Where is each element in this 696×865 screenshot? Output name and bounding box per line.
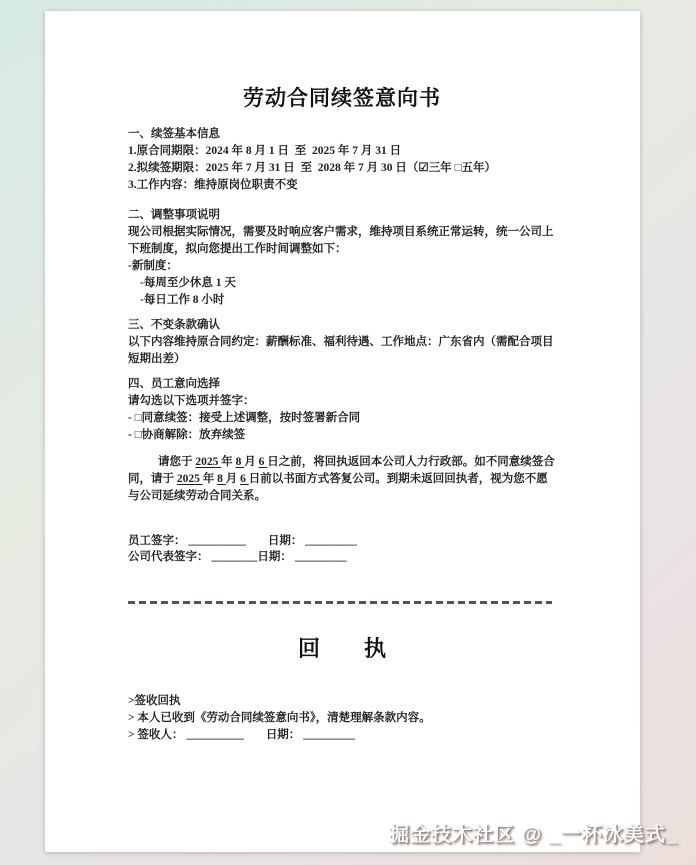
- receipt-block: [128, 693, 556, 744]
- renewal-term-line: [128, 160, 556, 177]
- option-terminate-dash: -: [128, 429, 135, 441]
- option-agree-renewal-line: [128, 410, 556, 427]
- notice-underlined-year: 2025: [176, 473, 203, 485]
- policy-rest-days-line: -每周至少休息 1 天: [140, 277, 236, 289]
- checkbox-unchecked-icon: □: [454, 162, 462, 174]
- receipt-signer-line: __________: [183, 728, 244, 741]
- checkbox-unchecked-icon: □: [134, 412, 142, 424]
- option-terminate-label: 协商解除：放弃续签: [141, 429, 246, 441]
- choice-instruction: 请勾选以下选项并签字：: [128, 395, 255, 407]
- notice-text: 年: [221, 456, 236, 468]
- reply-deadline-paragraph: [128, 454, 556, 505]
- notice-underlined-day: 6: [240, 473, 249, 485]
- notice-text: 年: [202, 473, 218, 485]
- notice-text: 请您于: [158, 456, 196, 468]
- receipt-date-label: 日期：: [265, 728, 301, 741]
- dashed-separator: [128, 601, 552, 604]
- employee-signature-label: 员工签字：: [128, 535, 186, 547]
- policy-work-hours-line: -每日工作 8 小时: [140, 294, 225, 306]
- notice-text: 日之前，将回执返回本公司人力行政部。如不同意续签合同，请于: [128, 456, 555, 485]
- employee-date-line: _________: [302, 535, 357, 547]
- new-policy-label: -新制度：: [128, 260, 178, 272]
- receipt-sign-heading: >签收回执: [128, 694, 181, 707]
- employee-signature-line: __________: [185, 535, 246, 547]
- option-terminate-line: [128, 427, 556, 444]
- renewal-term-text: 2.拟续签期限：2025 年 7 月 31 日 至 2028 年 7 月 30 日（: [128, 162, 419, 174]
- receipt-ack-text: ，清楚理解条款内容。: [315, 711, 431, 724]
- notice-text: 月: [244, 456, 259, 468]
- section-employee-choice-heading: 四、员工意向选择: [128, 378, 220, 390]
- section-employee-choice: [128, 376, 556, 444]
- receipt-signer-label: > 签收人：: [128, 728, 184, 741]
- renewal-term-suffix: ）: [484, 162, 497, 174]
- notice-underlined-day: 6: [258, 456, 268, 468]
- option-agree-dash: -: [128, 412, 135, 424]
- original-contract-term-line: 1.原合同期限：2024 年 8 月 1 日 至 2025 年 7 月 31 日: [128, 145, 402, 157]
- adjustment-paragraph: 现公司根据实际情况，需要及时响应客户需求，维持项目系统正常运转，统一公司上下班制度，拟向您提出工作时间调整如下：: [128, 226, 554, 255]
- section-adjustment: [128, 207, 556, 309]
- section-basic-info-heading: 一、续签基本信息: [128, 128, 220, 140]
- document-page: [45, 11, 640, 852]
- option-agree-label: 同意续签：接受上述调整，按时签署新合同: [141, 412, 361, 424]
- section-unchanged-terms: [128, 317, 556, 368]
- signature-block: [128, 533, 556, 565]
- notice-underlined-month: 8: [235, 456, 245, 468]
- notice-underlined-year: 2025: [195, 456, 222, 468]
- company-signature-label: 公司代表签字：: [128, 551, 209, 563]
- employee-date-label: 日期：: [267, 535, 303, 547]
- receipt-ack-doc-title: 《劳动合同续签意向书》: [194, 711, 316, 724]
- receipt-signer-row: [128, 727, 556, 744]
- company-date-line: _________: [291, 551, 347, 563]
- unchanged-terms-paragraph: 以下内容维持原合同约定：薪酬标准、福利待遇、工作地点：广东省内（需配合项目短期出差）: [128, 336, 554, 365]
- notice-text: 月: [225, 473, 241, 485]
- watermark: 掘金技术社区 @ _一杯冰美式_: [389, 824, 678, 846]
- checkbox-unchecked-icon: □: [134, 429, 142, 441]
- company-signature-line: ________: [208, 551, 258, 563]
- company-date-label: 日期：: [257, 551, 292, 563]
- section-adjustment-heading: 二、调整事项说明: [128, 209, 220, 221]
- employee-signature-row: [128, 533, 556, 549]
- receipt-title: 回 执: [297, 635, 386, 661]
- receipt-ack-text: > 本人已收到: [128, 711, 195, 724]
- company-signature-row: [128, 549, 556, 565]
- document-title: 劳动合同续签意向书: [243, 87, 441, 110]
- notice-underlined-month: 8: [217, 473, 226, 485]
- five-year-option-label: 五年: [461, 162, 485, 174]
- section-unchanged-terms-heading: 三、不变条款确认: [128, 319, 220, 331]
- section-basic-info: [128, 126, 556, 194]
- receipt-date-line: _________: [300, 728, 355, 741]
- checkbox-checked-icon: ☑: [418, 162, 429, 174]
- work-content-line: 3.工作内容：维持原岗位职责不变: [128, 179, 298, 191]
- three-year-option-label: 三年: [428, 162, 455, 174]
- notice-text: 日前以书面方式答复公司。到期未返回回执者，视为您不愿与公司延续劳动合同关系。: [128, 473, 548, 502]
- receipt-acknowledgement-line: [128, 710, 556, 727]
